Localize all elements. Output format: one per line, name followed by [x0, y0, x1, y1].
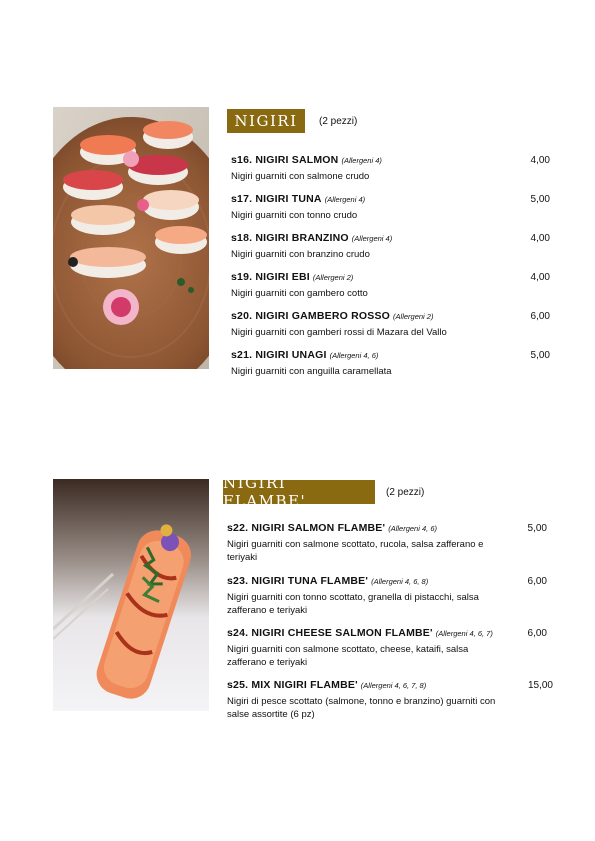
item-name: s19. NIGIRI EBI	[231, 271, 310, 283]
pieces-note: (2 pezzi)	[319, 116, 358, 127]
item-allergens: (Allergeni 2)	[312, 273, 354, 282]
item-description: Nigiri guarniti con tonno scottato, granella di pistacchi, salsa zafferano e teriyaki	[227, 592, 479, 616]
item-description: Nigiri guarniti con salmone crudo	[231, 171, 370, 182]
item-description: Nigiri guarniti con anguilla caramellata	[231, 366, 392, 377]
item-name: s25. MIX NIGIRI FLAMBE'	[227, 679, 358, 691]
item-price: 5,00	[530, 194, 550, 205]
item-description: Nigiri guarniti con branzino crudo	[231, 249, 370, 260]
item-price: 4,00	[530, 233, 550, 244]
item-name: s18. NIGIRI BRANZINO	[231, 232, 349, 244]
item-price: 15,00	[527, 680, 553, 691]
menu-item	[231, 345, 550, 378]
item-allergens: (Allergeni 2)	[393, 312, 434, 321]
menu-item	[231, 267, 550, 300]
item-name: s23. NIGIRI TUNA FLAMBE'	[227, 575, 369, 587]
nigiri-photo	[53, 107, 209, 369]
item-price: 4,00	[530, 155, 550, 166]
item-price: 5,00	[527, 523, 547, 534]
item-allergens: (Allergeni 4)	[351, 234, 393, 243]
item-allergens: (Allergeni 4, 6)	[388, 524, 437, 533]
menu-item	[227, 518, 547, 564]
item-allergens: (Allergeni 4)	[324, 195, 366, 204]
section-title-nigiri-flambe: NIGIRI FLAMBE'	[223, 480, 375, 504]
item-allergens: (Allergeni 4, 6, 8)	[371, 577, 429, 586]
item-price: 6,00	[527, 576, 547, 587]
menu-item	[227, 571, 547, 617]
pieces-note: (2 pezzi)	[386, 487, 425, 498]
nigiri-flambe-photo	[53, 479, 209, 711]
section-title-nigiri: NIGIRI	[227, 109, 305, 133]
item-description: Nigiri di pesce scottato (salmone, tonno e branzino) guarniti con salse assortite (6 pz)	[227, 696, 496, 720]
item-allergens: (Allergeni 4, 6)	[329, 351, 379, 360]
item-description: Nigiri guarniti con gambero cotto	[231, 288, 368, 299]
item-price: 4,00	[530, 272, 550, 283]
item-price: 5,00	[530, 350, 550, 361]
item-name: s17. NIGIRI TUNA	[231, 193, 322, 205]
item-description: Nigiri guarniti con salmone scottato, cheese, kataifi, salsa zafferano e teriyaki	[227, 644, 469, 668]
item-price: 6,00	[527, 628, 547, 639]
item-allergens: (Allergeni 4, 6, 7)	[435, 629, 493, 638]
item-name: s20. NIGIRI GAMBERO ROSSO	[231, 310, 391, 322]
menu-item	[231, 228, 550, 261]
menu-item	[231, 306, 550, 339]
item-name: s24. NIGIRI CHEESE SALMON FLAMBE'	[227, 627, 433, 639]
menu-item	[231, 150, 550, 183]
menu-item	[231, 189, 550, 222]
item-description: Nigiri guarniti con tonno crudo	[231, 210, 358, 221]
menu-item	[227, 623, 547, 669]
item-allergens: (Allergeni 4)	[341, 156, 382, 165]
item-allergens: (Allergeni 4, 6, 7, 8)	[360, 681, 427, 690]
item-name: s21. NIGIRI UNAGI	[231, 349, 327, 361]
item-description: Nigiri guarniti con salmone scottato, rucola, salsa zafferano e teriyaki	[227, 539, 484, 563]
menu-item	[227, 675, 553, 721]
item-name: s16. NIGIRI SALMON	[231, 154, 339, 166]
item-description: Nigiri guarniti con gamberi rossi di Mazara del Vallo	[231, 327, 447, 338]
item-name: s22. NIGIRI SALMON FLAMBE'	[227, 522, 386, 534]
item-price: 6,00	[530, 311, 550, 322]
